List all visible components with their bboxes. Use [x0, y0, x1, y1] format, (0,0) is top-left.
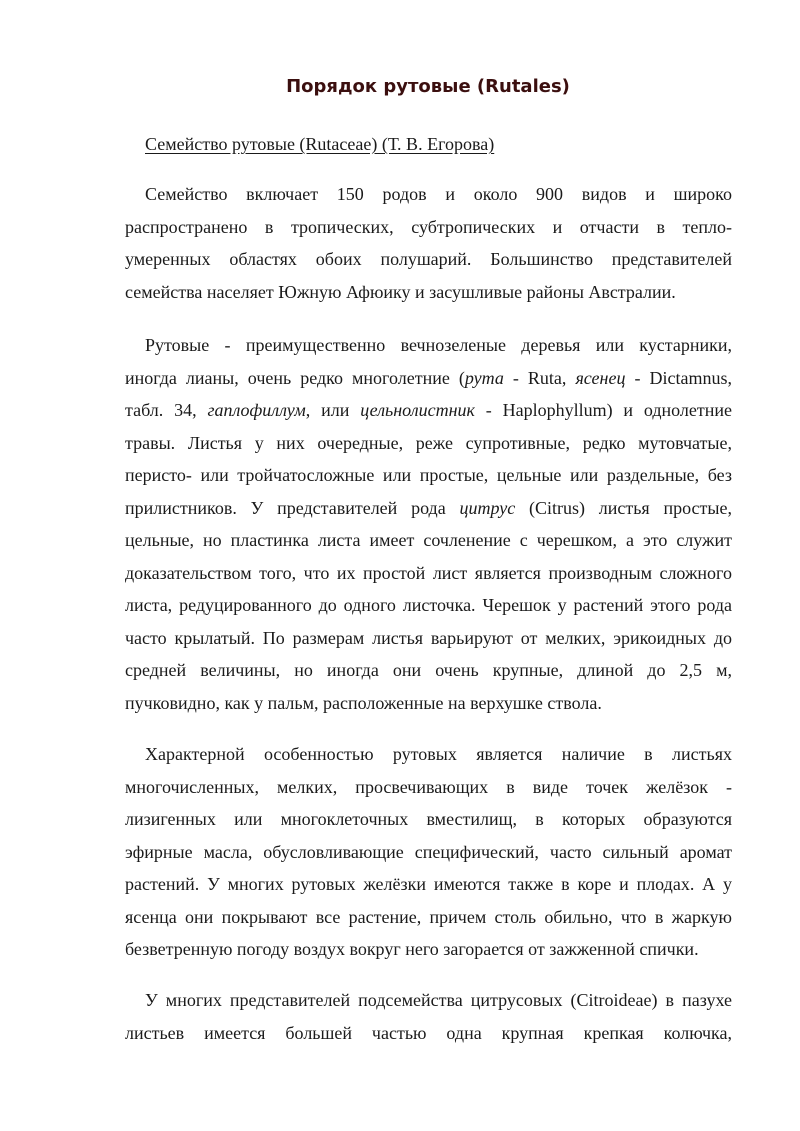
- text-line: травы. Листья у них очередные, реже супротивные, редко мутовчатые,: [125, 432, 732, 453]
- text-line: лизигенных или многоклеточных вместилищ, в которых образуются: [125, 809, 732, 829]
- text-line: пучковидно, как у пальм, расположенные на верхушке ствола.: [125, 692, 602, 713]
- text-line: распространено в тропических, субтропических и отчасти в тепло-: [125, 216, 732, 237]
- paragraph-1: [125, 178, 732, 308]
- text-line: прилистников. У представителей рода цитрус (Citrus) листья простые,: [125, 497, 732, 518]
- text-line: средней величины, но иногда они очень крупные, длиной до 2,5 м,: [125, 660, 732, 680]
- text-line: семейства населяет Южную Афюику и засушливые районы Австралии.: [125, 281, 676, 302]
- section-subtitle: Семейство рутовые (Rutaceae) (Т. В. Егорова): [145, 134, 495, 154]
- paragraph-4: [125, 984, 732, 1049]
- paragraph-3: [125, 738, 732, 966]
- text-line: иногда лианы, очень редко многолетние (рута - Ruta, ясенец - Dictamnus,: [125, 367, 733, 388]
- text-line: листьев имеется большей частью одна крупная крепкая колючка,: [125, 1022, 732, 1043]
- text-line: растений. У многих рутовых желёзки имеются также в коре и плодах. А у: [125, 874, 732, 894]
- text-line: безветренную погоду воздух вокруг него загорается от зажженной спички.: [125, 939, 699, 959]
- text-line: листа, редуцированного до одного листочка. Черешок у растений этого рода: [125, 595, 732, 615]
- text-line: умеренных областях обоих полушарий. Большинство представителей: [125, 249, 732, 269]
- text-line: цельные, но пластинка листа имеет сочленение с черешком, а это служит: [125, 530, 732, 550]
- text-line: Семейство включает 150 родов и около 900 видов и широко: [145, 184, 732, 204]
- text-line: доказательством того, что их простой лист является производным сложного: [125, 562, 732, 583]
- paragraph-2: [125, 329, 732, 719]
- text-line: табл. 34, гаплофиллум, или цельнолистник - Haplophyllum) и однолетние: [125, 400, 732, 420]
- text-line: У многих представителей подсемейства цитрусовых (Citroideae) в пазухе: [145, 990, 732, 1010]
- text-line: эфирные масла, обусловливающие специфический, часто сильный аромат: [125, 841, 732, 862]
- page-title: Порядок рутовые (Rutales): [286, 76, 570, 97]
- text-line: ясенца они покрывают все растение, причем столь обильно, что в жаркую: [125, 906, 732, 927]
- text-line: Характерной особенностью рутовых является наличие в листьях: [145, 744, 732, 764]
- text-line: перисто- или тройчатосложные или простые, цельные или раздельные, без: [125, 465, 732, 485]
- text-line: многочисленных, мелких, просвечивающих в виде точек желёзок -: [125, 776, 732, 797]
- text-line: Рутовые - преимущественно вечнозеленые деревья или кустарники,: [145, 335, 732, 355]
- text-line: часто крылатый. По размерам листья варьируют от мелких, эрикоидных до: [125, 627, 732, 648]
